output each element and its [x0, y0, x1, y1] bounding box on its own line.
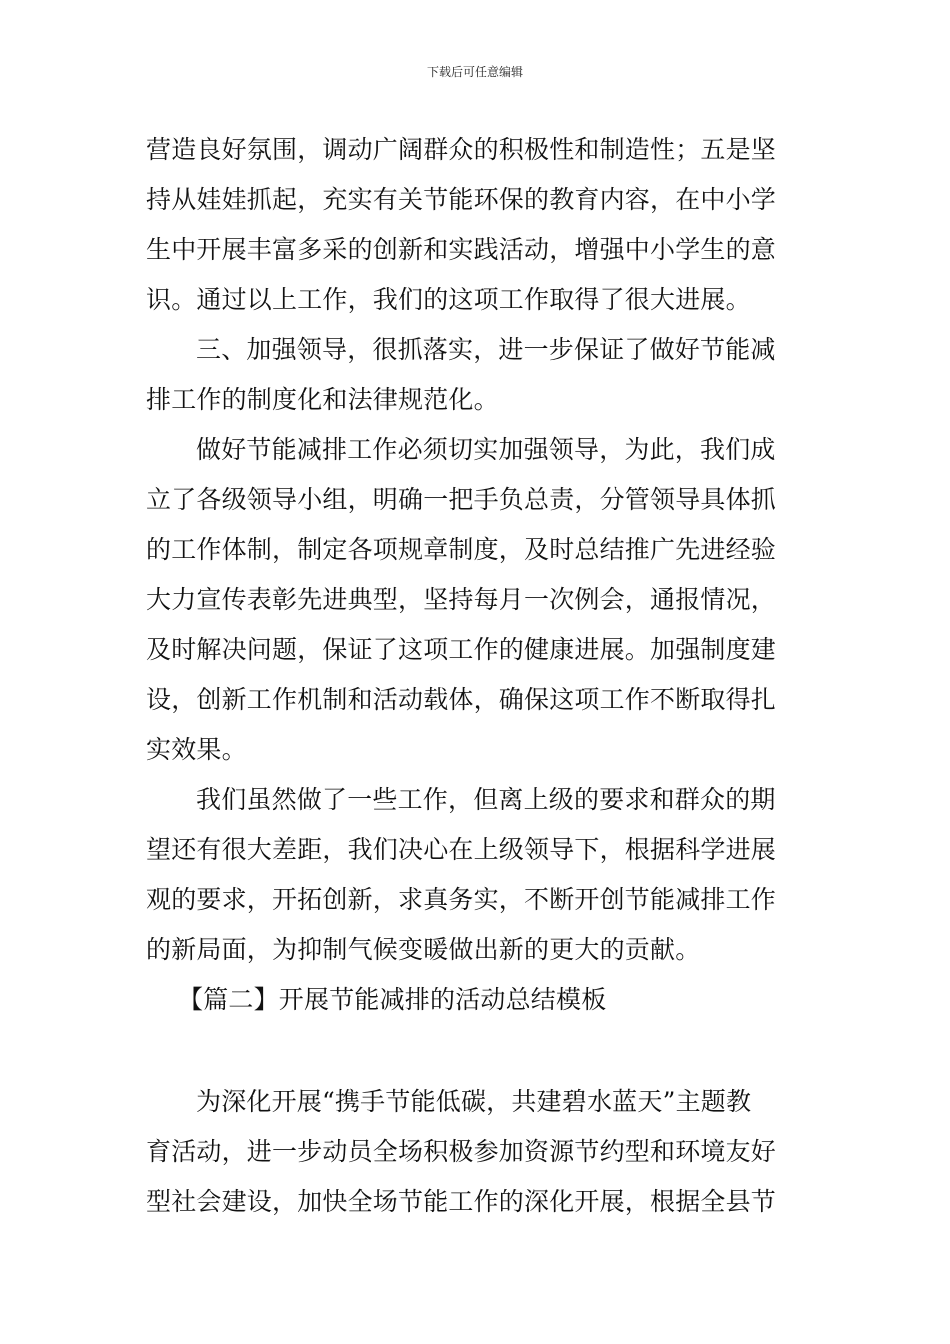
text-line: 设，创新工作机制和活动载体，确保这项工作不断取得扎 [146, 685, 777, 714]
text-line: 我们虽然做了一些工作，但离上级的要求和群众的期 [196, 785, 776, 814]
page-header-note: 下载后可任意编辑 [426, 65, 523, 79]
section-heading: 【篇二】开展节能减排的活动总结模板 [178, 985, 607, 1014]
text-line: 立了各级领导小组，明确一把手负总责，分管领导具体抓 [146, 485, 777, 514]
text-line: 识。通过以上工作，我们的这项工作取得了很大进展。 [146, 285, 751, 314]
text-line: 型社会建设，加快全场节能工作的深化开展，根据全县节 [146, 1187, 777, 1216]
text-line: 及时解决问题，保证了这项工作的健康进展。加强制度建 [146, 635, 777, 664]
text-line: 生中开展丰富多采的创新和实践活动，增强中小学生的意 [146, 235, 777, 264]
text-line: 育活动，进一步动员全场积极参加资源节约型和环境友好 [146, 1137, 777, 1166]
text-line: 的工作体制，制定各项规章制度，及时总结推广先进经验 [146, 535, 777, 564]
text-line: 为深化开展“携手节能低碳，共建碧水蓝天”主题教 [196, 1087, 752, 1116]
text-line: 排工作的制度化和法律规范化。 [146, 385, 499, 414]
text-line: 营造良好氛围，调动广阔群众的积极性和制造性；五是坚 [146, 135, 777, 164]
text-line: 实效果。 [146, 735, 247, 764]
text-line: 三、加强领导，很抓落实，进一步保证了做好节能减 [196, 335, 776, 364]
text-line: 大力宣传表彰先进典型，坚持每月一次例会，通报情况， [146, 585, 777, 614]
text-line: 持从娃娃抓起，充实有关节能环保的教育内容，在中小学 [146, 185, 777, 214]
text-line: 观的要求，开拓创新，求真务实，不断开创节能减排工作 [146, 885, 777, 914]
text-line: 的新局面，为抑制气候变暖做出新的更大的贡献。 [146, 935, 701, 964]
text-line: 做好节能减排工作必须切实加强领导，为此，我们成 [196, 435, 776, 464]
text-line: 望还有很大差距，我们决心在上级领导下，根据科学进展 [146, 835, 777, 864]
